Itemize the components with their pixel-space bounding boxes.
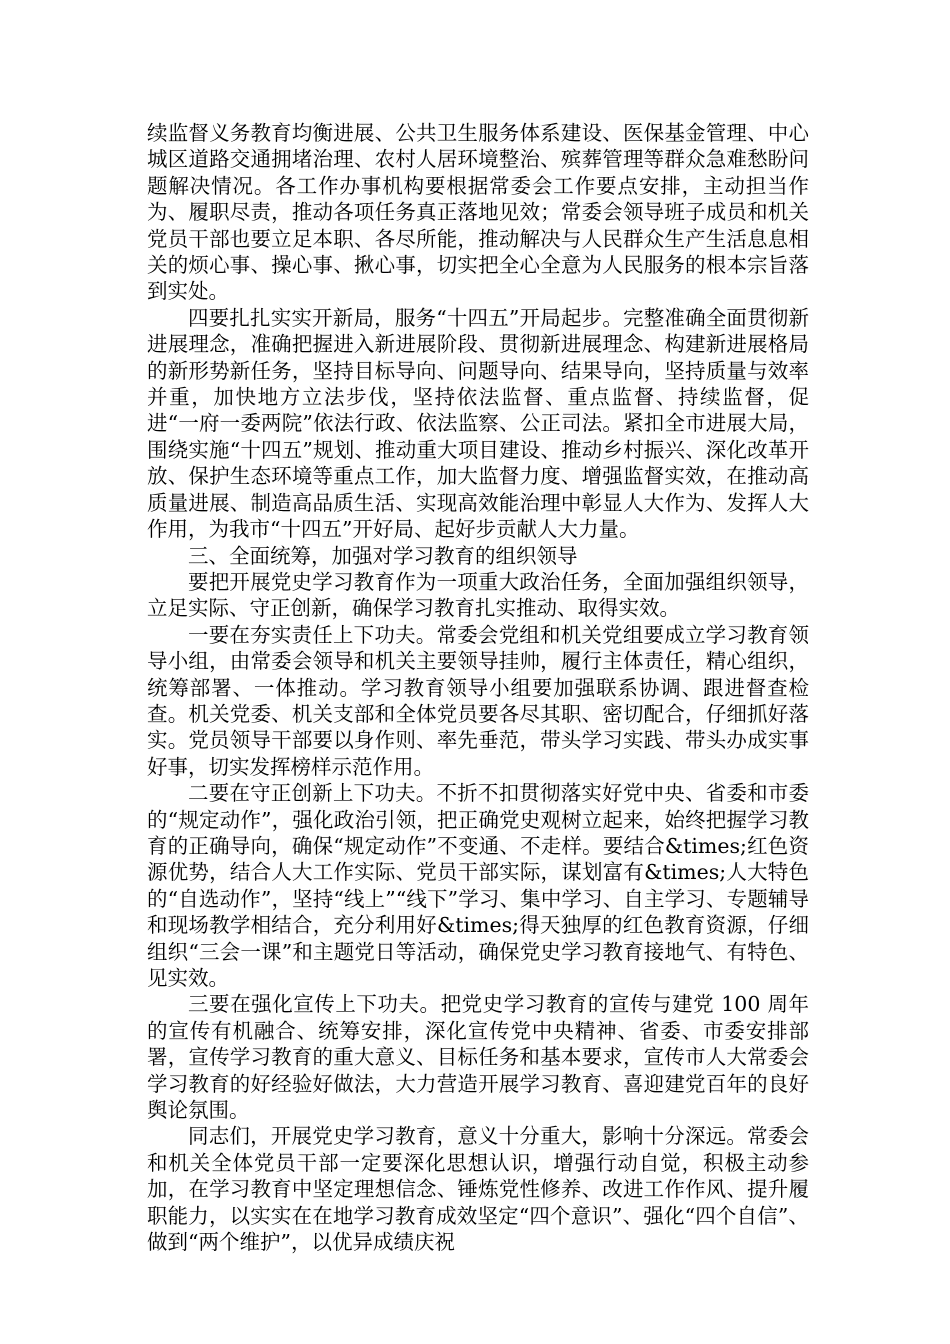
paragraph-3: 要把开展党史学习教育作为一项重大政治任务，全面加强组织领导，立足实际、守正创新，确保学习教育扎实推动、取得实效。 [147, 569, 809, 621]
paragraph-1: 续监督义务教育均衡进展、公共卫生服务体系建设、医保基金管理、中心城区道路交通拥堵治理、农村人居环境整治、殡葬管理等群众急难愁盼问题解决情况。各工作办事机构要根据常委会工作要点安排，主动担当作为、履职尽责，推动各项任务真正落地见效；常委会领导班子成员和机关党员干部也要立足本职、各尽所能，推动解决与人民群众生产生活息息相关的烦心事、操心事、揪心事，切实把全心全意为人民服务的根本宗旨落到实处。 [147, 121, 809, 304]
section-heading: 三、全面统筹，加强对学习教育的组织领导 [188, 543, 578, 568]
paragraph-6: 三要在强化宣传上下功夫。把党史学习教育的宣传与建党 100 周年的宣传有机融合、统筹安排，深化宣传党中央精神、省委、市委安排部署，宣传学习教育的重大意义、目标任务和基本要求，宣传市人大常委会学习教育的好经验好做法，大力营造开展学习教育、喜迎建党百年的良好舆论氛围。 [147, 992, 809, 1123]
paragraph-5: 二要在守正创新上下功夫。不折不扣贯彻落实好党中央、省委和市委的“规定动作”，强化政治引领，把正确党史观树立起来，始终把握学习教育的正确导向，确保“规定动作”不变通、不走样。要结合&times;红色资源优势，结合人大工作实际、党员干部实际，谋划富有&times;人大特色的“自选动作”，坚持“线上”“线下”学习、集中学习、自主学习、专题辅导和现场教学相结合，充分利用好&times;得天独厚的红色教育资源，仔细组织“三会一课”和主题党日等活动，确保党史学习教育接地气、有特色、见实效。 [147, 781, 809, 990]
paragraph-4: 一要在夯实责任上下功夫。常委会党组和机关党组要成立学习教育领导小组，由常委会领导和机关主要领导挂帅，履行主体责任，精心组织，统筹部署、一体推动。学习教育领导小组要加强联系协调、跟进督查检查。机关党委、机关支部和全体党员要各尽其职、密切配合，仔细抓好落实。党员领导干部要以身作则、率先垂范，带头学习实践、带头办成实事好事，切实发挥榜样示范作用。 [147, 622, 809, 779]
paragraph-7: 同志们，开展党史学习教育，意义十分重大，影响十分深远。常委会和机关全体党员干部一定要深化思想认识，增强行动自觉，积极主动参加，在学习教育中坚定理想信念、锤炼党性修养、改进工作作风、提升履职能力，以实实在在地学习教育成效坚定“四个意识”、强化“四个自信”、做到“两个维护”，以优异成绩庆祝 [147, 1124, 809, 1255]
document-body [147, 120, 809, 1255]
paragraph-2: 四要扎扎实实开新局，服务“十四五”开局起步。完整准确全面贯彻新进展理念，准确把握进入新进展阶段、贯彻新进展理念、构建新进展格局的新形势新任务，坚持目标导向、问题导向、结果导向，坚持质量与效率并重，加快地方立法步伐，坚持依法监督、重点监督、持续监督，促进“一府一委两院”依法行政、依法监察、公正司法。紧扣全市进展大局，围绕实施“十四五”规划、推动重大项目建设、推动乡村振兴、深化改革开放、保护生态环境等重点工作，加大监督力度、增强监督实效，在推动高质量进展、制造高品质生活、实现高效能治理中彰显人大作为、发挥人大作用，为我市“十四五”开好局、起好步贡献人大力量。 [147, 305, 809, 542]
